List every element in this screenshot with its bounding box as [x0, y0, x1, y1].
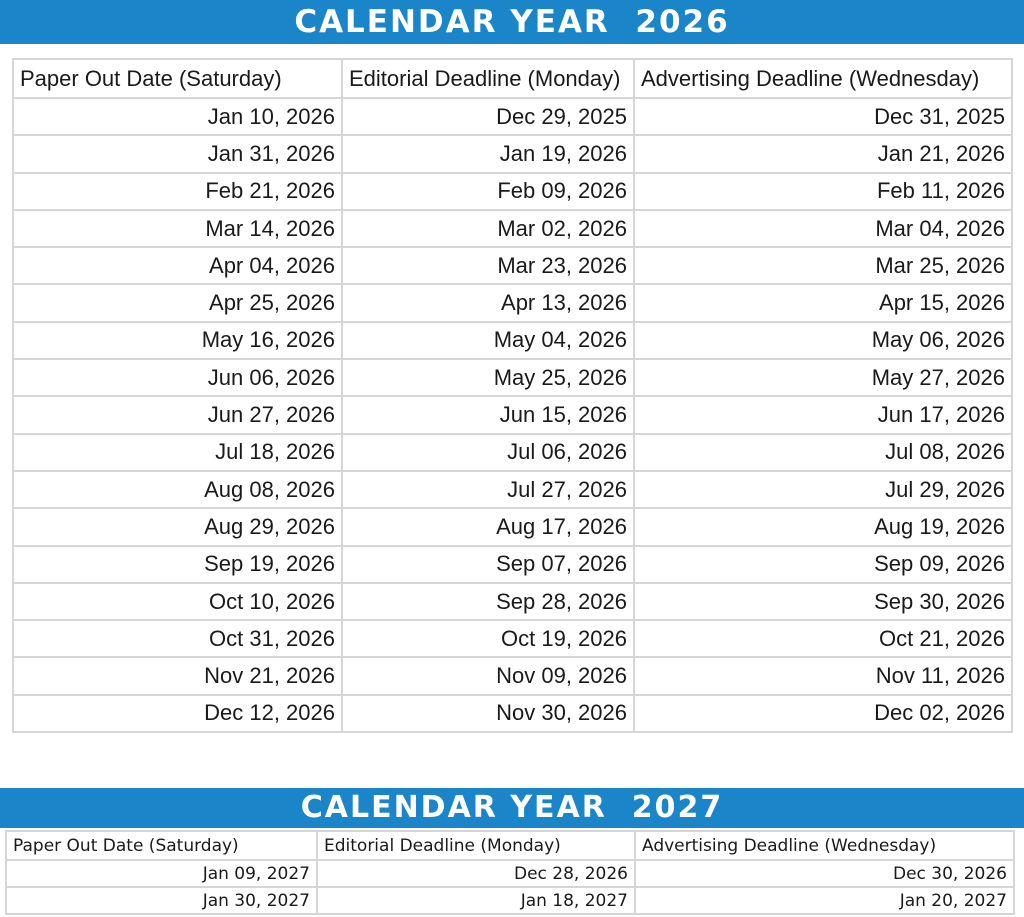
advertising-deadline-header: Advertising Deadline (Wednesday)	[634, 59, 1012, 98]
editorial-deadline-cell: Jan 18, 2027	[317, 887, 635, 914]
advertising-deadline-cell: Jul 29, 2026	[634, 471, 1012, 508]
table-header-row	[13, 59, 1012, 98]
advertising-deadline-cell: Mar 25, 2026	[634, 247, 1012, 284]
table-row	[13, 135, 1012, 172]
table-body-2027	[6, 860, 1014, 914]
table-row	[13, 284, 1012, 321]
paper-out-date-cell: Dec 12, 2026	[13, 695, 342, 732]
editorial-deadline-cell: Sep 07, 2026	[342, 546, 634, 583]
table-row	[13, 695, 1012, 732]
table-row	[13, 98, 1012, 135]
paper-out-date-cell: Jan 30, 2027	[6, 887, 317, 914]
paper-out-date-cell: Jan 31, 2026	[13, 135, 342, 172]
paper-out-date-header: Paper Out Date (Saturday)	[13, 59, 342, 98]
editorial-deadline-cell: Nov 30, 2026	[342, 695, 634, 732]
editorial-deadline-cell: Aug 17, 2026	[342, 508, 634, 545]
paper-out-date-cell: Oct 31, 2026	[13, 620, 342, 657]
editorial-deadline-header: Editorial Deadline (Monday)	[342, 59, 634, 98]
paper-out-date-cell: Sep 19, 2026	[13, 546, 342, 583]
paper-out-date-cell: Jun 27, 2026	[13, 396, 342, 433]
year-2026-banner: CALENDAR YEAR 2026	[0, 0, 1024, 44]
editorial-deadline-header: Editorial Deadline (Monday)	[317, 831, 635, 860]
advertising-deadline-cell: Dec 30, 2026	[635, 860, 1014, 887]
advertising-deadline-cell: Dec 31, 2025	[634, 98, 1012, 135]
advertising-deadline-cell: Aug 19, 2026	[634, 508, 1012, 545]
advertising-deadline-cell: Oct 21, 2026	[634, 620, 1012, 657]
table-row	[13, 508, 1012, 545]
advertising-deadline-cell: Jan 21, 2026	[634, 135, 1012, 172]
advertising-deadline-cell: Feb 11, 2026	[634, 173, 1012, 210]
advertising-deadline-cell: Dec 02, 2026	[634, 695, 1012, 732]
table-row	[13, 471, 1012, 508]
editorial-deadline-cell: Mar 23, 2026	[342, 247, 634, 284]
advertising-deadline-cell: May 27, 2026	[634, 359, 1012, 396]
advertising-deadline-cell: Nov 11, 2026	[634, 657, 1012, 694]
paper-out-date-cell: Jan 10, 2026	[13, 98, 342, 135]
advertising-deadline-cell: Apr 15, 2026	[634, 284, 1012, 321]
paper-out-date-cell: Apr 04, 2026	[13, 247, 342, 284]
editorial-deadline-cell: Mar 02, 2026	[342, 210, 634, 247]
table-row	[13, 396, 1012, 433]
paper-out-date-cell: Feb 21, 2026	[13, 173, 342, 210]
editorial-deadline-cell: Jan 19, 2026	[342, 135, 634, 172]
advertising-deadline-cell: Jul 08, 2026	[634, 434, 1012, 471]
advertising-deadline-cell: May 06, 2026	[634, 322, 1012, 359]
paper-out-date-cell: May 16, 2026	[13, 322, 342, 359]
table-row	[13, 583, 1012, 620]
advertising-deadline-cell: Jan 20, 2027	[635, 887, 1014, 914]
paper-out-date-cell: Aug 08, 2026	[13, 471, 342, 508]
table-row	[13, 322, 1012, 359]
paper-out-date-header: Paper Out Date (Saturday)	[6, 831, 317, 860]
paper-out-date-cell: Aug 29, 2026	[13, 508, 342, 545]
editorial-deadline-cell: Jun 15, 2026	[342, 396, 634, 433]
editorial-deadline-cell: Jul 27, 2026	[342, 471, 634, 508]
table-row	[13, 434, 1012, 471]
table-row	[13, 546, 1012, 583]
advertising-deadline-header: Advertising Deadline (Wednesday)	[635, 831, 1014, 860]
editorial-deadline-cell: Oct 19, 2026	[342, 620, 634, 657]
table-row	[6, 887, 1014, 914]
paper-out-date-cell: Jul 18, 2026	[13, 434, 342, 471]
table-row	[13, 247, 1012, 284]
paper-out-date-cell: Oct 10, 2026	[13, 583, 342, 620]
paper-out-date-cell: Apr 25, 2026	[13, 284, 342, 321]
editorial-deadline-cell: Feb 09, 2026	[342, 173, 634, 210]
table-body-2026	[13, 98, 1012, 732]
paper-out-date-cell: Mar 14, 2026	[13, 210, 342, 247]
advertising-deadline-cell: Sep 09, 2026	[634, 546, 1012, 583]
editorial-deadline-cell: Nov 09, 2026	[342, 657, 634, 694]
table-row	[13, 359, 1012, 396]
table-row	[13, 173, 1012, 210]
table-row	[13, 657, 1012, 694]
paper-out-date-cell: Jun 06, 2026	[13, 359, 342, 396]
year-2027-banner: CALENDAR YEAR 2027	[0, 788, 1024, 828]
table-row	[6, 860, 1014, 887]
editorial-deadline-cell: Sep 28, 2026	[342, 583, 634, 620]
advertising-deadline-cell: Sep 30, 2026	[634, 583, 1012, 620]
table-row	[13, 620, 1012, 657]
editorial-deadline-cell: Jul 06, 2026	[342, 434, 634, 471]
advertising-deadline-cell: Mar 04, 2026	[634, 210, 1012, 247]
paper-out-date-cell: Jan 09, 2027	[6, 860, 317, 887]
editorial-deadline-cell: Apr 13, 2026	[342, 284, 634, 321]
editorial-deadline-cell: Dec 29, 2025	[342, 98, 634, 135]
paper-out-date-cell: Nov 21, 2026	[13, 657, 342, 694]
table-row	[13, 210, 1012, 247]
schedule-table-2026	[12, 58, 1013, 733]
advertising-deadline-cell: Jun 17, 2026	[634, 396, 1012, 433]
schedule-table-2027	[5, 830, 1015, 915]
editorial-deadline-cell: Dec 28, 2026	[317, 860, 635, 887]
editorial-deadline-cell: May 25, 2026	[342, 359, 634, 396]
editorial-deadline-cell: May 04, 2026	[342, 322, 634, 359]
table-header-row	[6, 831, 1014, 860]
